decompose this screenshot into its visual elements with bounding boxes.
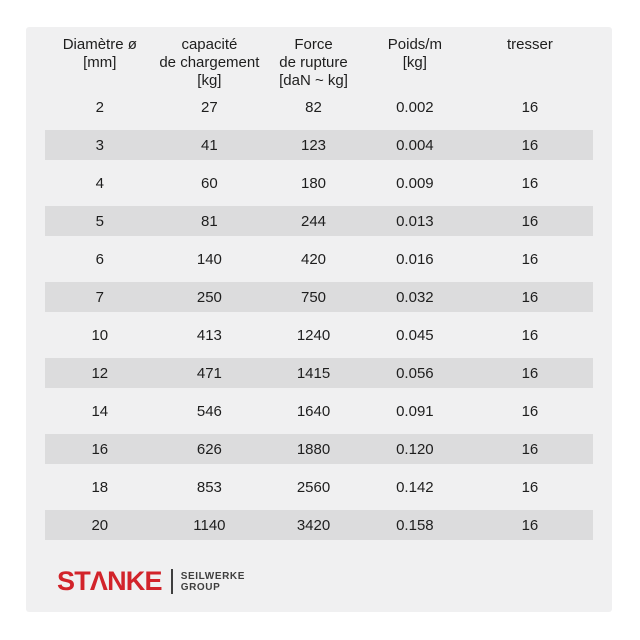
table-cell: 60 [201, 174, 218, 192]
table-cell: 0.091 [396, 402, 434, 420]
table-cell: 81 [201, 212, 218, 230]
table-cell: 16 [521, 212, 539, 230]
table-cell: 41 [201, 136, 218, 154]
table-cell: 16 [521, 402, 539, 420]
table-cell: 1415 [296, 364, 331, 382]
table-row [45, 320, 593, 350]
table-cell: 250 [196, 288, 222, 306]
column-header-line: de rupture [279, 54, 348, 71]
column-header-tresser [467, 36, 593, 88]
stanke-logo [57, 566, 246, 596]
logo-divider-line [171, 569, 173, 594]
column-header-capacite [155, 36, 265, 88]
table-cell: 16 [521, 98, 539, 116]
table-cell: 16 [521, 250, 539, 268]
column-header-line: [kg] [402, 54, 427, 71]
table-cell: 1140 [193, 516, 226, 534]
column-header-line: tresser [507, 36, 553, 53]
table-body [26, 88, 612, 544]
table-cell: 0.002 [396, 98, 434, 116]
table-cell: 0.045 [396, 326, 434, 344]
table-cell: 5 [95, 212, 104, 230]
table-cell: 12 [91, 364, 109, 382]
table-cell: 0.056 [396, 364, 434, 382]
table-cell: 3420 [296, 516, 331, 534]
table-cell: 0.013 [396, 212, 434, 230]
column-header-line: [daN ~ kg] [279, 72, 348, 89]
logo-subline-group: GROUP [180, 581, 221, 593]
table-cell: 6 [95, 250, 104, 268]
table-cell: 1240 [296, 326, 331, 344]
table-cell: 1640 [296, 402, 331, 420]
table-cell: 82 [305, 98, 322, 116]
table-header [45, 27, 593, 88]
table-cell: 2 [95, 98, 104, 116]
table-cell: 0.016 [396, 250, 434, 268]
column-header-line: capacité [181, 36, 238, 53]
table-row [45, 510, 593, 540]
table-cell: 16 [521, 516, 539, 534]
table-cell: 20 [91, 516, 109, 534]
table-cell: 0.158 [396, 516, 434, 534]
table-cell: 123 [300, 136, 327, 154]
table-cell: 10 [91, 326, 109, 344]
table-cell: 14 [91, 402, 109, 420]
table-cell: 413 [196, 326, 222, 344]
table-row [45, 396, 593, 426]
table-row [45, 168, 593, 198]
table-cell: 420 [300, 250, 327, 268]
table-row [45, 92, 593, 122]
table-row [45, 434, 593, 464]
table-row [45, 472, 593, 502]
table-cell: 16 [521, 364, 539, 382]
column-header-line: [mm] [83, 54, 117, 71]
table-cell: 140 [196, 250, 222, 268]
table-cell: 16 [521, 288, 539, 306]
table-row [45, 130, 593, 160]
column-header-line: de chargement [159, 54, 260, 71]
table-row [45, 244, 593, 274]
table-cell: 4 [95, 174, 104, 192]
table-cell: 0.120 [396, 440, 434, 458]
table-cell: 16 [521, 174, 539, 192]
table-cell: 0.142 [396, 478, 434, 496]
table-cell: 626 [196, 440, 222, 458]
table-cell: 471 [196, 364, 222, 382]
column-header-line: Poids/m [387, 36, 442, 53]
table-row [45, 206, 593, 236]
table-cell: 0.009 [396, 174, 434, 192]
table-cell: 1880 [296, 440, 331, 458]
table-cell: 3 [95, 136, 104, 154]
table-cell: 750 [300, 288, 327, 306]
table-cell: 180 [300, 174, 327, 192]
table-cell: 27 [201, 98, 218, 116]
column-header-force [264, 36, 363, 88]
logo-sublines [181, 569, 245, 594]
table-cell: 16 [521, 326, 539, 344]
table-cell: 853 [196, 478, 222, 496]
column-header-poids [363, 36, 467, 88]
table-cell: 244 [300, 212, 327, 230]
table-cell: 16 [521, 136, 539, 154]
table-cell: 16 [521, 478, 539, 496]
spec-table-card [26, 27, 612, 612]
table-row [45, 282, 593, 312]
column-header-diametre [45, 36, 155, 88]
table-cell: 16 [521, 440, 539, 458]
logo-subline-seilwerke: SEILWERKE [180, 570, 246, 582]
table-cell: 16 [91, 440, 109, 458]
column-header-line: Diamètre ø [62, 36, 137, 53]
table-cell: 2560 [296, 478, 331, 496]
table-cell: 546 [196, 402, 222, 420]
stanke-wordmark: STΛNKE [57, 566, 162, 596]
column-header-line: [kg] [197, 72, 222, 89]
table-cell: 0.032 [396, 288, 434, 306]
table-cell: 0.004 [396, 136, 434, 154]
table-cell: 7 [95, 288, 104, 306]
table-cell: 18 [91, 478, 109, 496]
table-row [45, 358, 593, 388]
column-header-line: Force [294, 36, 333, 53]
